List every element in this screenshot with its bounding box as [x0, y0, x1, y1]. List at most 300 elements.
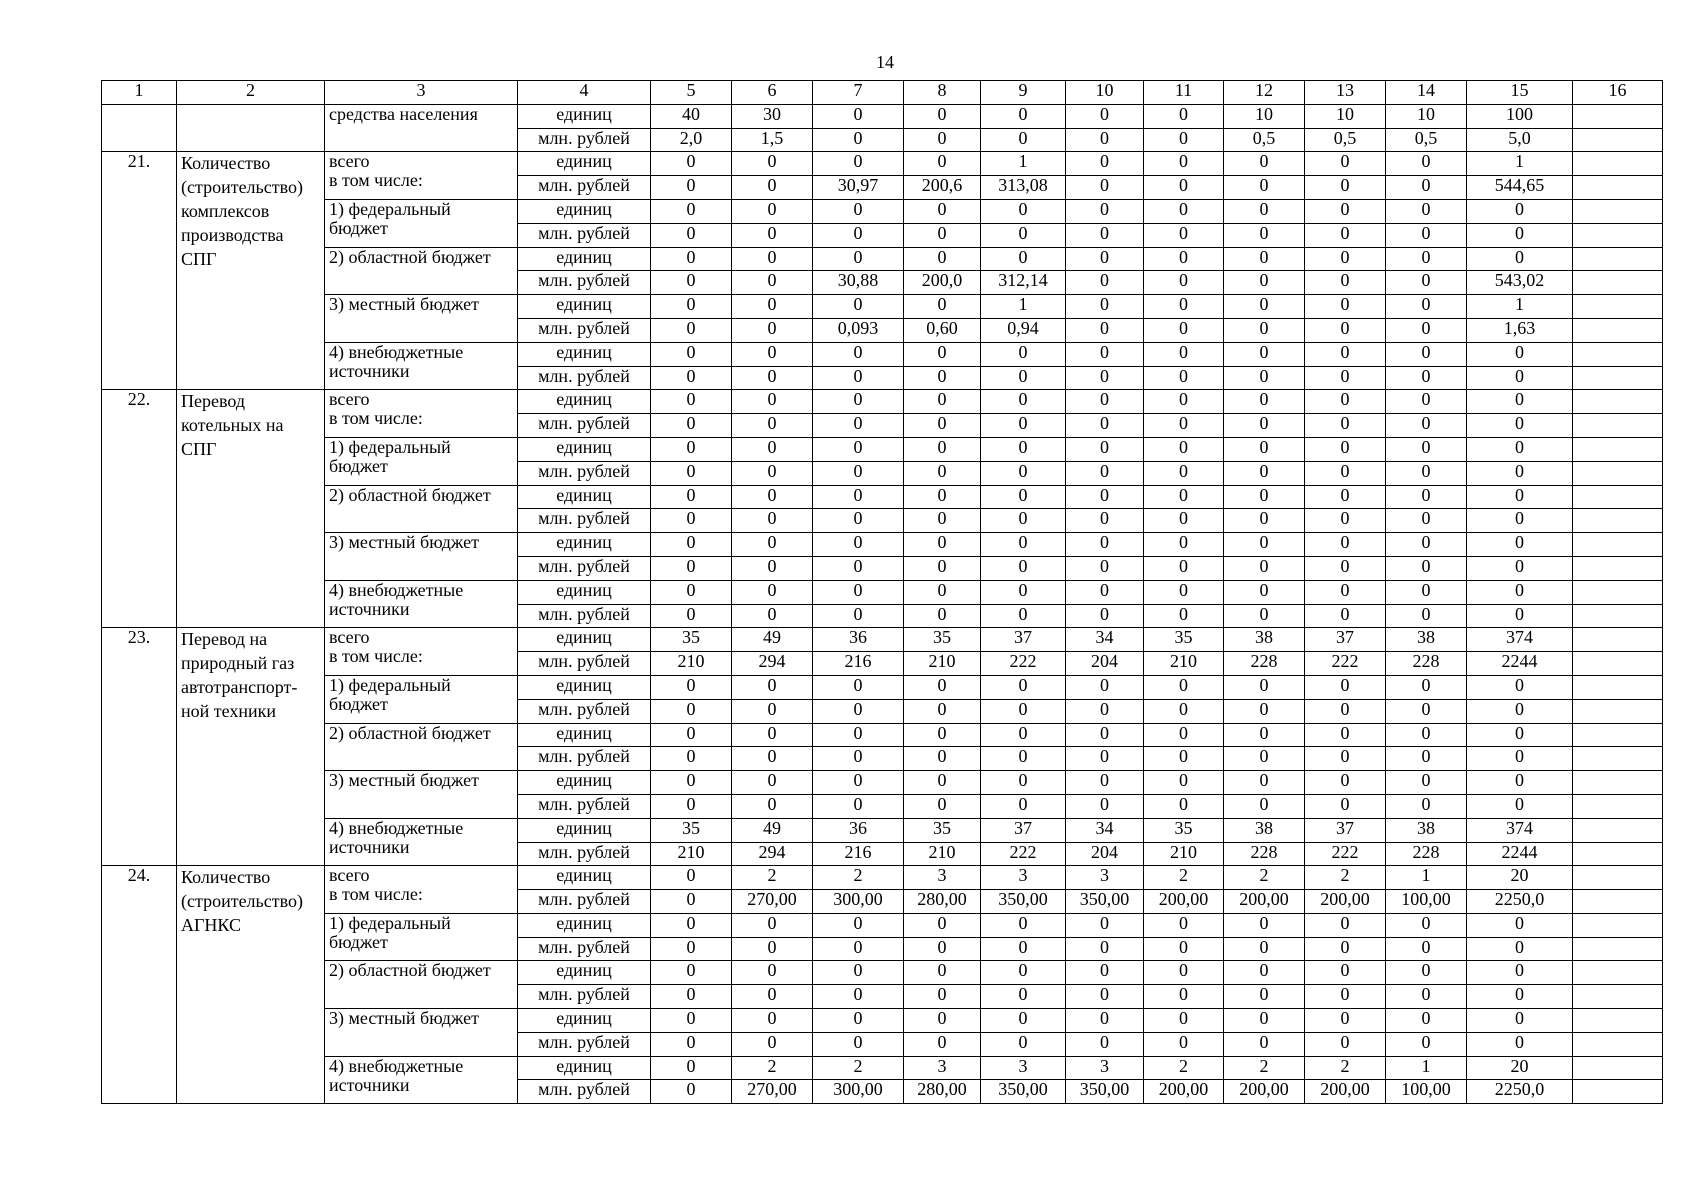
value-cell: 0	[1386, 366, 1467, 390]
value-cell: 0	[1305, 176, 1386, 200]
value-cell: 34	[1066, 818, 1144, 842]
value-cell: 0	[981, 199, 1066, 223]
value-cell: 0	[1144, 128, 1224, 152]
empty-cell	[1573, 818, 1663, 842]
value-cell: 0	[813, 556, 904, 580]
value-cell: 0	[981, 366, 1066, 390]
value-cell: 0	[1467, 604, 1573, 628]
value-cell: 0	[1386, 199, 1467, 223]
value-cell: 0	[651, 937, 732, 961]
value-cell: 0	[1305, 985, 1386, 1009]
value-cell: 0	[813, 461, 904, 485]
value-cell: 0	[1386, 152, 1467, 176]
value-cell: 0	[1066, 556, 1144, 580]
funding-source-cell	[325, 247, 518, 295]
value-cell: 0	[1224, 461, 1305, 485]
value-cell: 0	[1066, 128, 1144, 152]
value-cell: 0	[1144, 723, 1224, 747]
value-cell: 0	[1066, 461, 1144, 485]
value-cell: 0	[981, 104, 1066, 128]
value-cell: 0	[1066, 414, 1144, 438]
value-cell: 0	[1386, 318, 1467, 342]
table-row	[102, 152, 1663, 176]
empty-cell	[1573, 342, 1663, 366]
indicator-name-line: Количество	[181, 153, 271, 174]
empty-cell	[1573, 556, 1663, 580]
value-cell: 0	[732, 1032, 813, 1056]
table-row	[102, 199, 1663, 223]
value-cell: 0	[1386, 342, 1467, 366]
value-cell: 0	[1224, 699, 1305, 723]
value-cell: 0	[1386, 794, 1467, 818]
value-cell: 0	[1467, 485, 1573, 509]
value-cell: 0	[651, 580, 732, 604]
empty-cell	[1573, 533, 1663, 557]
funding-source-cell	[325, 295, 518, 343]
value-cell: 0	[1066, 985, 1144, 1009]
value-cell: 0	[1144, 414, 1224, 438]
value-cell: 20	[1467, 866, 1573, 890]
value-cell: 0	[1066, 295, 1144, 319]
value-cell: 0	[732, 747, 813, 771]
value-cell: 0	[1467, 533, 1573, 557]
value-cell: 0	[1305, 1032, 1386, 1056]
value-cell: 0	[651, 437, 732, 461]
value-cell: 0	[1386, 223, 1467, 247]
value-cell: 294	[732, 652, 813, 676]
empty-cell	[1573, 771, 1663, 795]
value-cell: 0	[813, 913, 904, 937]
value-cell: 0	[813, 747, 904, 771]
value-cell: 0	[1386, 1032, 1467, 1056]
indicator-name-line: ной техники	[181, 700, 277, 721]
value-cell: 0,093	[813, 318, 904, 342]
value-cell: 2	[813, 866, 904, 890]
value-cell: 0	[904, 414, 981, 438]
empty-cell	[1573, 794, 1663, 818]
funding-source-cell	[325, 771, 518, 819]
value-cell: 0	[904, 461, 981, 485]
value-cell: 0	[1144, 390, 1224, 414]
value-cell: 0	[732, 1009, 813, 1033]
table-row	[102, 628, 1663, 652]
value-cell: 49	[732, 818, 813, 842]
value-cell: 35	[1144, 818, 1224, 842]
value-cell: 34	[1066, 628, 1144, 652]
value-cell: 0	[904, 295, 981, 319]
value-cell: 0	[981, 556, 1066, 580]
indicator-name-line: (строительство)	[181, 177, 303, 198]
empty-cell	[1573, 866, 1663, 890]
empty-cell	[1573, 937, 1663, 961]
value-cell: 0	[1467, 913, 1573, 937]
value-cell: 0	[813, 580, 904, 604]
table-row	[102, 390, 1663, 414]
header-cell: 12	[1224, 81, 1305, 105]
header-cell: 10	[1066, 81, 1144, 105]
funding-source-cell	[325, 390, 518, 438]
unit-cell: млн. рублей	[518, 509, 651, 533]
value-cell: 0	[1066, 794, 1144, 818]
value-cell: 0	[1224, 1009, 1305, 1033]
page-number: 14	[876, 52, 894, 72]
value-cell: 2	[1224, 1056, 1305, 1080]
value-cell: 270,00	[732, 1080, 813, 1104]
value-cell: 350,00	[981, 1080, 1066, 1104]
value-cell: 0	[1305, 390, 1386, 414]
unit-cell: единиц	[518, 199, 651, 223]
row-number-cell: 24.	[102, 866, 177, 1104]
value-cell: 0	[904, 961, 981, 985]
value-cell: 0	[1224, 366, 1305, 390]
table-row	[102, 675, 1663, 699]
empty-cell	[1573, 199, 1663, 223]
value-cell: 204	[1066, 652, 1144, 676]
value-cell: 3	[1066, 1056, 1144, 1080]
value-cell: 38	[1386, 628, 1467, 652]
value-cell: 0	[813, 794, 904, 818]
funding-source-cell	[325, 580, 518, 628]
value-cell: 0	[1144, 247, 1224, 271]
value-cell: 0	[904, 485, 981, 509]
header-cell: 7	[813, 81, 904, 105]
value-cell: 0	[1224, 961, 1305, 985]
value-cell: 0	[1144, 937, 1224, 961]
value-cell: 1,5	[732, 128, 813, 152]
value-cell: 0	[651, 1056, 732, 1080]
value-cell: 0	[1066, 723, 1144, 747]
empty-cell	[1573, 1056, 1663, 1080]
header-cell: 3	[325, 81, 518, 105]
value-cell: 0	[1144, 199, 1224, 223]
header-cell: 8	[904, 81, 981, 105]
value-cell: 0	[1305, 1009, 1386, 1033]
value-cell: 0	[1144, 176, 1224, 200]
value-cell: 0,5	[1305, 128, 1386, 152]
empty-cell	[1573, 580, 1663, 604]
value-cell: 0	[1144, 271, 1224, 295]
funding-source-line: бюджет	[329, 455, 388, 476]
value-cell: 0	[732, 961, 813, 985]
value-cell: 0	[813, 699, 904, 723]
unit-cell: единиц	[518, 485, 651, 509]
value-cell: 0	[813, 771, 904, 795]
value-cell: 0	[904, 1009, 981, 1033]
value-cell: 0	[981, 533, 1066, 557]
value-cell: 0	[1144, 437, 1224, 461]
value-cell: 0	[813, 723, 904, 747]
value-cell: 0	[732, 771, 813, 795]
value-cell: 0	[1144, 771, 1224, 795]
value-cell: 0	[732, 461, 813, 485]
value-cell: 20	[1467, 1056, 1573, 1080]
value-cell: 0	[1144, 556, 1224, 580]
value-cell: 0	[1305, 556, 1386, 580]
unit-cell: единиц	[518, 1056, 651, 1080]
value-cell: 0	[732, 913, 813, 937]
value-cell: 0	[1066, 509, 1144, 533]
value-cell: 0	[1467, 723, 1573, 747]
value-cell: 0	[813, 199, 904, 223]
unit-cell: млн. рублей	[518, 366, 651, 390]
value-cell: 0	[1386, 580, 1467, 604]
value-cell: 37	[1305, 818, 1386, 842]
value-cell: 0	[1386, 985, 1467, 1009]
header-cell: 1	[102, 81, 177, 105]
value-cell: 0	[1305, 533, 1386, 557]
empty-cell	[1573, 295, 1663, 319]
value-cell: 228	[1386, 652, 1467, 676]
value-cell: 0	[813, 128, 904, 152]
value-cell: 0	[904, 342, 981, 366]
funding-source-cell	[325, 1056, 518, 1104]
value-cell: 0	[1224, 390, 1305, 414]
value-cell: 210	[1144, 842, 1224, 866]
funding-source-cell	[325, 1009, 518, 1057]
value-cell: 0	[732, 342, 813, 366]
value-cell: 0	[1144, 961, 1224, 985]
value-cell: 0	[651, 985, 732, 1009]
empty-cell	[1573, 271, 1663, 295]
unit-cell: млн. рублей	[518, 128, 651, 152]
value-cell: 1	[981, 295, 1066, 319]
value-cell: 0	[904, 366, 981, 390]
funding-source-line: источники	[329, 836, 410, 857]
value-cell: 0	[981, 1032, 1066, 1056]
unit-cell: единиц	[518, 580, 651, 604]
value-cell: 210	[651, 842, 732, 866]
value-cell: 200,0	[904, 271, 981, 295]
unit-cell: единиц	[518, 533, 651, 557]
value-cell: 0	[981, 247, 1066, 271]
indicator-cell	[177, 104, 325, 152]
unit-cell: млн. рублей	[518, 1032, 651, 1056]
value-cell: 0	[981, 604, 1066, 628]
value-cell: 0	[732, 723, 813, 747]
value-cell: 350,00	[1066, 1080, 1144, 1104]
value-cell: 0	[813, 295, 904, 319]
value-cell: 0	[1305, 485, 1386, 509]
value-cell: 0	[1386, 556, 1467, 580]
value-cell: 0	[1224, 223, 1305, 247]
value-cell: 0	[904, 152, 981, 176]
value-cell: 0	[813, 366, 904, 390]
value-cell: 200,00	[1305, 890, 1386, 914]
value-cell: 2	[1144, 866, 1224, 890]
value-cell: 0	[1066, 771, 1144, 795]
value-cell: 0	[1066, 913, 1144, 937]
value-cell: 0	[1144, 604, 1224, 628]
value-cell: 0	[1386, 961, 1467, 985]
value-cell: 0	[904, 437, 981, 461]
unit-cell: единиц	[518, 818, 651, 842]
value-cell: 0,5	[1386, 128, 1467, 152]
indicator-name-line: (строительство)	[181, 891, 303, 912]
value-cell: 0	[1144, 794, 1224, 818]
value-cell: 313,08	[981, 176, 1066, 200]
funding-source-line: 3) местный бюджет	[329, 770, 479, 791]
value-cell: 0	[904, 199, 981, 223]
value-cell: 0	[1224, 509, 1305, 533]
value-cell: 0	[1224, 414, 1305, 438]
unit-cell: единиц	[518, 342, 651, 366]
value-cell: 0	[813, 985, 904, 1009]
unit-cell: млн. рублей	[518, 461, 651, 485]
value-cell: 228	[1224, 842, 1305, 866]
value-cell: 0	[813, 604, 904, 628]
value-cell: 0,5	[1224, 128, 1305, 152]
value-cell: 0	[1144, 342, 1224, 366]
unit-cell: млн. рублей	[518, 176, 651, 200]
value-cell: 0	[813, 414, 904, 438]
value-cell: 0	[904, 723, 981, 747]
value-cell: 0	[1467, 461, 1573, 485]
unit-cell: единиц	[518, 771, 651, 795]
unit-cell: единиц	[518, 866, 651, 890]
value-cell: 0	[1467, 390, 1573, 414]
value-cell: 0	[813, 342, 904, 366]
value-cell: 0	[1305, 342, 1386, 366]
funding-source-line: 2) областной бюджет	[329, 247, 491, 267]
value-cell: 0	[1144, 699, 1224, 723]
value-cell: 100	[1467, 104, 1573, 128]
value-cell: 0	[1386, 461, 1467, 485]
value-cell: 210	[904, 842, 981, 866]
value-cell: 0	[1224, 295, 1305, 319]
value-cell: 0	[1305, 794, 1386, 818]
value-cell: 0	[904, 556, 981, 580]
value-cell: 3	[904, 866, 981, 890]
value-cell: 0,94	[981, 318, 1066, 342]
indicator-name-line: СПГ	[181, 438, 217, 459]
value-cell: 0	[904, 1032, 981, 1056]
value-cell: 0	[981, 509, 1066, 533]
value-cell: 0	[1144, 1009, 1224, 1033]
funding-source-line: источники	[329, 360, 410, 381]
funding-source-line: бюджет	[329, 217, 388, 238]
value-cell: 0	[1386, 1009, 1467, 1033]
value-cell: 0	[651, 366, 732, 390]
value-cell: 0	[1066, 104, 1144, 128]
header-cell: 16	[1573, 81, 1663, 105]
value-cell: 0	[732, 985, 813, 1009]
value-cell: 210	[651, 652, 732, 676]
value-cell: 0	[904, 533, 981, 557]
value-cell: 0	[981, 223, 1066, 247]
value-cell: 0	[1467, 794, 1573, 818]
value-cell: 0	[1467, 437, 1573, 461]
value-cell: 0	[1467, 199, 1573, 223]
value-cell: 0	[813, 1009, 904, 1033]
funding-source-line: 4) внебюджетные	[329, 342, 464, 362]
value-cell: 0	[1467, 366, 1573, 390]
funding-source-cell	[325, 533, 518, 581]
funding-source-line: в том числе:	[329, 408, 423, 429]
value-cell: 0	[1144, 295, 1224, 319]
funding-source-cell	[325, 913, 518, 961]
value-cell: 0	[904, 104, 981, 128]
funding-source-line: бюджет	[329, 931, 388, 952]
value-cell: 2250,0	[1467, 890, 1573, 914]
unit-cell: млн. рублей	[518, 556, 651, 580]
value-cell: 1,63	[1467, 318, 1573, 342]
value-cell: 0	[1386, 771, 1467, 795]
value-cell: 0	[1224, 675, 1305, 699]
funding-source-line: в том числе:	[329, 884, 423, 905]
value-cell: 0	[651, 414, 732, 438]
value-cell: 0	[651, 509, 732, 533]
indicator-name-line: Перевод	[181, 391, 245, 412]
value-cell: 0	[1305, 937, 1386, 961]
table-row	[102, 247, 1663, 271]
value-cell: 0	[1467, 247, 1573, 271]
value-cell: 0	[651, 794, 732, 818]
value-cell: 0	[651, 1032, 732, 1056]
funding-source-line: 3) местный бюджет	[329, 294, 479, 315]
value-cell: 0	[904, 699, 981, 723]
funding-source-line: 4) внебюджетные	[329, 580, 464, 600]
value-cell: 0	[1305, 223, 1386, 247]
value-cell: 0	[651, 176, 732, 200]
unit-cell: млн. рублей	[518, 1080, 651, 1104]
empty-cell	[1573, 913, 1663, 937]
value-cell: 0	[981, 414, 1066, 438]
indicator-name-line: природный газ	[181, 653, 295, 674]
value-cell: 2250,0	[1467, 1080, 1573, 1104]
value-cell: 0	[1066, 271, 1144, 295]
row-number-cell: 22.	[102, 390, 177, 628]
unit-cell: единиц	[518, 1009, 651, 1033]
value-cell: 0	[981, 699, 1066, 723]
value-cell: 30,88	[813, 271, 904, 295]
value-cell: 0	[1066, 1009, 1144, 1033]
value-cell: 10	[1386, 104, 1467, 128]
value-cell: 0	[904, 247, 981, 271]
value-cell: 36	[813, 628, 904, 652]
value-cell: 35	[904, 628, 981, 652]
value-cell: 0	[1467, 675, 1573, 699]
value-cell: 0	[1066, 342, 1144, 366]
value-cell: 0	[1224, 937, 1305, 961]
header-cell: 14	[1386, 81, 1467, 105]
empty-cell	[1573, 104, 1663, 128]
value-cell: 0	[981, 723, 1066, 747]
value-cell: 0	[981, 747, 1066, 771]
value-cell: 0	[1224, 771, 1305, 795]
value-cell: 0	[1224, 485, 1305, 509]
value-cell: 0	[1467, 556, 1573, 580]
unit-cell: млн. рублей	[518, 604, 651, 628]
table-row	[102, 913, 1663, 937]
value-cell: 0	[1224, 723, 1305, 747]
value-cell: 2	[1305, 1056, 1386, 1080]
value-cell: 0	[651, 461, 732, 485]
value-cell: 0	[1467, 699, 1573, 723]
value-cell: 0	[1467, 961, 1573, 985]
value-cell: 0	[651, 961, 732, 985]
value-cell: 0	[904, 223, 981, 247]
value-cell: 0	[904, 771, 981, 795]
value-cell: 0	[904, 985, 981, 1009]
value-cell: 200,00	[1144, 890, 1224, 914]
unit-cell: млн. рублей	[518, 937, 651, 961]
funding-source-line: в том числе:	[329, 170, 423, 191]
value-cell: 0	[1305, 461, 1386, 485]
value-cell: 200,00	[1224, 890, 1305, 914]
value-cell: 0	[1305, 152, 1386, 176]
indicator-name-cell	[177, 390, 325, 628]
value-cell: 0	[1224, 152, 1305, 176]
